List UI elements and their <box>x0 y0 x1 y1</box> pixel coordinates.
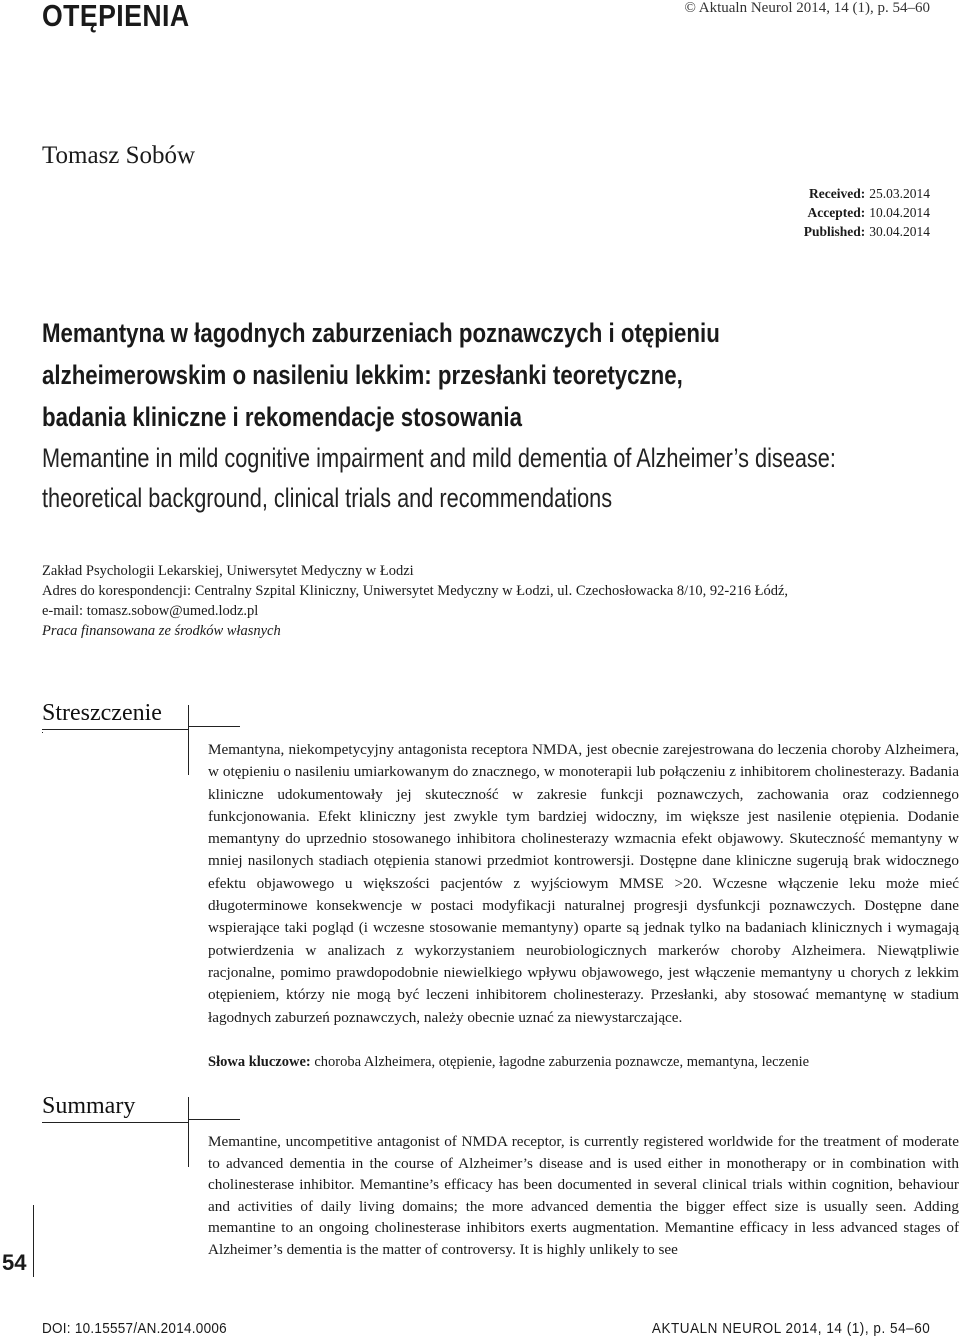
received-date-row <box>670 184 930 203</box>
received-date: 25.03.2014 <box>869 186 930 201</box>
abstract-english: Memantine, uncompetitive antagonist of NMDA receptor, is currently registered worldwide for the treatment of moderate to advanced dementia in the course of Alzheimer’s disease and is used either in monotherapy or in combination with cholinesterase inhibitor. Memantine’s efficacy has been documented in several clinical trials within cognition, behaviour and activities of daily living domains; the more advanced dementia the bigger effect size is usually seen. Adding memantine to an ongoing cholinesterase inhibitors exerts augmentation. Memantine efficacy in less advanced stages of Alzheimer’s dementia is the matter of controversy. It is highly unlikely to see <box>208 1133 959 1258</box>
title-pl-line: badania kliniczne i rekomendacje stosowania <box>42 402 522 432</box>
summary-vertical-rule <box>188 1097 189 1167</box>
affiliation-line: Zakład Psychologii Lekarskiej, Uniwersytet Medyczny w Łodzi <box>42 563 414 579</box>
title-english <box>42 438 928 518</box>
keywords-text: choroba Alzheimera, otępienie, łagodne zaburzenia poznawcze, memantyna, leczenie <box>314 1054 810 1070</box>
published-date: 30.04.2014 <box>869 224 930 239</box>
journal-citation: © Aktualn Neurol 2014, 14 (1), p. 54–60 <box>684 0 930 16</box>
author-name: Tomasz Sobów <box>42 142 196 169</box>
streszczenie-heading: Streszczenie <box>42 700 162 726</box>
title-pl-line: Memantyna w łagodnych zaburzeniach poznawczych i otępieniu <box>42 318 720 348</box>
streszczenie-vertical-rule <box>188 705 189 775</box>
accepted-label: Accepted: <box>807 205 866 220</box>
accepted-date: 10.04.2014 <box>869 205 930 220</box>
accepted-date-row <box>670 203 930 222</box>
heading-rule <box>42 732 43 733</box>
section-label: OTĘPIENIA <box>42 0 190 33</box>
running-footer: AKTUALN NEUROL 2014, 14 (1), p. 54–60 <box>651 1320 930 1337</box>
title-polish <box>42 312 932 438</box>
published-date-row <box>670 222 930 241</box>
streszczenie-underline <box>42 729 188 730</box>
summary-heading: Summary <box>42 1093 136 1119</box>
title-en-line: theoretical background, clinical trials and recommendations <box>42 483 613 513</box>
page-number-rule <box>33 1205 34 1277</box>
summary-underline <box>42 1122 188 1123</box>
funding-note: Praca finansowana ze środków własnych <box>42 623 281 639</box>
article-dates <box>670 184 930 241</box>
correspondence-address: Adres do korespondencji: Centralny Szpital Kliniczny, Uniwersytet Medyczny w Łodzi, ul. Czechosłowacka 8/10, 92-216 Łódź, <box>42 583 789 599</box>
title-pl-line: alzheimerowskim o nasileniu lekkim: przesłanki teoretyczne, <box>42 360 683 390</box>
abstract-polish: Memantyna, niekompetycyjny antagonista receptora NMDA, jest obecnie zarejestrowana do leczenia choroby Alzheimera, w otępieniu o nasileniu umiarkowanym do znacznego, w monoterapii lub połączeniu z inhibitorem cholinesterazy. Badania kliniczne udokumentowały jej skuteczność w zakresie funkcji poznawczych, zachowania oraz codziennego funkcjonowania. Efekt kliniczny jest zwykle tym bardziej widoczny, im większe jest nasilenie otępienia. Dodanie memantyny do uprzednio stosowanego inhibitora cholinesterazy wzmacnia efekt objawowy. Skuteczność memantyny w mniej nasilonych stadiach otępienia stanowi przedmiot kontrowersji. Dostępne dane kliniczne sugerują brak widocznego efektu objawowego u większości pacjentów z wyjściowym MMSE >20. Wczesne włączenie leku może mieć długoterminowe konsekwencje w postaci modyfikacji naturalnej progresji dysfunkcji poznawczych. Dostępne dane wspierające taki pogląd (i wczesne stosowanie memantyny) oparte są jednak tylko na badaniach klinicznych i wymagają potwierdzenia w analizach z wykorzystaniem neurobiologicznych markerów choroby Alzheimera. Niewątpliwie racjonalne, pomimo prawdopodobnie niewielkiego wpływu objawowego, jest włączenie memantyny u chorych z lekkim otępieniem, którzy nie mogą być leczeni inhibitorem cholinesterazy. Przesłanki, aby stosować memantynę w stadium łagodnych zaburzeń poznawczych, należy obecnie uznać za niewystarczające. <box>208 741 959 1026</box>
received-label: Received: <box>809 186 866 201</box>
doi: DOI: 10.15557/AN.2014.0006 <box>42 1320 227 1337</box>
keywords <box>208 1054 959 1071</box>
summary-tick <box>188 1119 240 1120</box>
title-en-line: Memantine in mild cognitive impairment and mild dementia of Alzheimer’s disease: <box>42 443 836 473</box>
published-label: Published: <box>803 224 866 239</box>
page-number: 54 <box>2 1250 27 1275</box>
keywords-label: Słowa kluczowe: <box>208 1054 311 1070</box>
affiliation-block <box>42 561 942 641</box>
email-line: e-mail: tomasz.sobow@umed.lodz.pl <box>42 603 259 619</box>
streszczenie-tick <box>188 726 240 727</box>
